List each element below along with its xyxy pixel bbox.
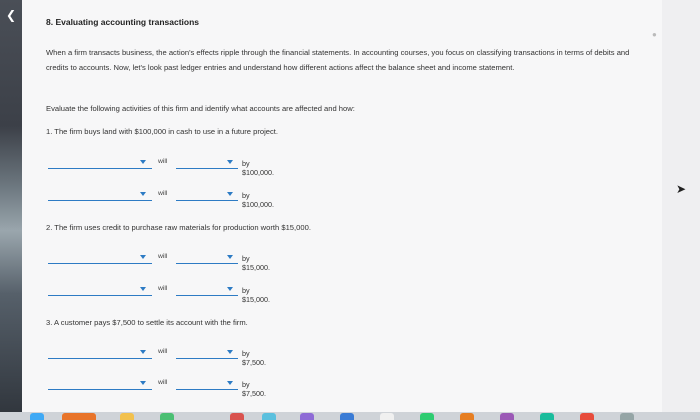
activity-2-text: 2. The firm uses credit to purchase raw materials for production worth $15,000. — [46, 223, 311, 232]
will-label: will — [158, 190, 168, 197]
activity-3-text: 3. A customer pays $7,500 to settle its account with the firm. — [46, 318, 248, 327]
chevron-left-icon[interactable]: ❮ — [5, 8, 17, 22]
taskbar-app-icon[interactable] — [620, 413, 634, 420]
triangle-down-icon[interactable] — [227, 192, 233, 196]
triangle-down-icon[interactable] — [140, 192, 146, 196]
taskbar-app-icon[interactable] — [580, 413, 594, 420]
will-label: will — [158, 158, 168, 165]
will-label: will — [158, 253, 168, 260]
amount-label: by $7,500. — [242, 380, 266, 398]
taskbar-app-icon[interactable] — [380, 413, 394, 420]
triangle-down-icon[interactable] — [140, 350, 146, 354]
triangle-down-icon[interactable] — [227, 160, 233, 164]
account-dropdown[interactable] — [48, 189, 152, 201]
triangle-down-icon[interactable] — [140, 255, 146, 259]
taskbar — [0, 412, 700, 420]
taskbar-app-icon[interactable] — [30, 413, 44, 420]
amount-label: by $15,000. — [242, 254, 270, 272]
triangle-down-icon[interactable] — [227, 381, 233, 385]
mouse-pointer-icon: ➤ — [676, 182, 687, 196]
amount-label: by $15,000. — [242, 286, 270, 304]
taskbar-app-icon[interactable] — [540, 413, 554, 420]
triangle-down-icon[interactable] — [140, 160, 146, 164]
amount-label: by $100,000. — [242, 159, 274, 177]
triangle-down-icon[interactable] — [140, 381, 146, 385]
amount-label: by $100,000. — [242, 191, 274, 209]
account-dropdown[interactable] — [48, 347, 152, 359]
amount-label: by $7,500. — [242, 349, 266, 367]
will-label: will — [158, 348, 168, 355]
left-window-strip — [0, 0, 22, 420]
triangle-down-icon[interactable] — [140, 287, 146, 291]
taskbar-app-icon[interactable] — [120, 413, 134, 420]
taskbar-app-icon[interactable] — [230, 413, 244, 420]
taskbar-app-icon[interactable] — [340, 413, 354, 420]
will-label: will — [158, 285, 168, 292]
taskbar-app-icon[interactable] — [160, 413, 174, 420]
right-margin — [662, 0, 700, 412]
question-instruction: Evaluate the following activities of this firm and identify what accounts are affected and how: — [46, 104, 355, 113]
taskbar-app-icon[interactable] — [262, 413, 276, 420]
account-dropdown[interactable] — [48, 378, 152, 390]
decorative-dot: ● — [652, 30, 657, 39]
will-label: will — [158, 379, 168, 386]
account-dropdown[interactable] — [48, 252, 152, 264]
activity-1-text: 1. The firm buys land with $100,000 in cash to use in a future project. — [46, 127, 279, 136]
account-dropdown[interactable] — [48, 284, 152, 296]
taskbar-app-icon[interactable] — [300, 413, 314, 420]
triangle-down-icon[interactable] — [227, 287, 233, 291]
taskbar-app-icon[interactable] — [460, 413, 474, 420]
question-intro: When a firm transacts business, the action's effects ripple through the financial statements. In accounting courses, you focus on classifying transactions in terms of debits and credits to accounts. Now, let's look past ledger entries and understand how different actions affect the balance sheet and income statement. — [46, 48, 630, 72]
taskbar-app-icon[interactable] — [500, 413, 514, 420]
account-dropdown[interactable] — [48, 157, 152, 169]
triangle-down-icon[interactable] — [227, 350, 233, 354]
taskbar-app-icon[interactable] — [420, 413, 434, 420]
taskbar-app-icon[interactable] — [62, 413, 96, 420]
triangle-down-icon[interactable] — [227, 255, 233, 259]
question-title: 8. Evaluating accounting transactions — [46, 17, 200, 27]
